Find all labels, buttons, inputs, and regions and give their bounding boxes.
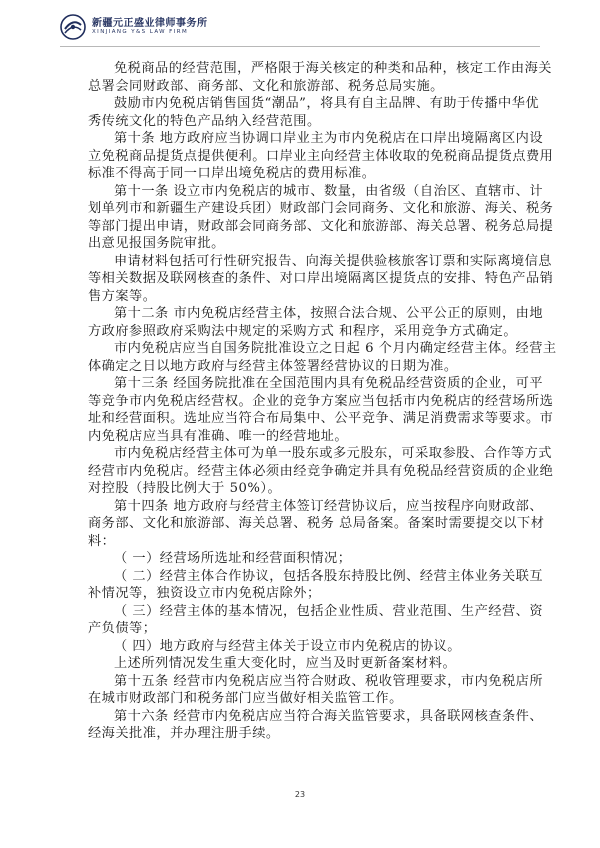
text-line: 上述所列情况发生重大变化时，应当及时更新备案材料。 [114,656,457,671]
list-item-line: （ 三）经营主体的基本情况，包括企业性质、营业范围、生产经营、资 [114,603,544,619]
text-line: 等部门提出申请，财政部会同商务部、文化和旅游部、海关总署、税务总局提 [88,218,554,234]
text-line: 产负债等； [88,621,157,636]
text-line: 经营市内免税店。经营主体必须由经竞争确定并具有免税品经营资质的企业绝 [88,463,554,479]
text-line: 市内免税店应当自国务院批准设立之日起 6 个月内确定经营主体。经营主 [114,341,557,356]
article-16-line: 第十六条 经营市内免税店应当符合海关监管要求，具备联网核查条件、 [114,708,544,724]
list-item-line: （ 四）地方政府与经营主体关于设立市内免税店的协议。 [114,638,461,654]
text-line: 对控股（持股比例大于 50%）。 [88,481,282,496]
article-13-line: 第十三条 经国务院批准在全国范围内具有免税品经营资质的企业，可平 [114,376,544,391]
text-line: 划单列市和新疆生产建设兵团）财政部门会同商务、文化和旅游、海关、税务 [88,201,554,216]
article-15-line: 第十五条 经营市内免税店应当符合财政、税收管理要求，市内免税店所 [114,673,544,689]
text-line: 出意见报国务院审批。 [88,236,225,251]
article-11-line: 第十一条 设立市内免税店的城市、数量，由省级（自治区、直辖市、计 [114,183,544,199]
page-number: 23 [294,790,306,799]
text-line: 市内免税店经营主体可为单一股东或多元股东，可采取参股、合作等方式 [114,446,552,461]
text-line: 料： [88,533,116,549]
article-12-line: 第十二条 市内免税店经营主体，按照合法合规、公平公正的原则，由地 [114,306,544,321]
text-line: 标准不得高于同一口岸出境免税店的费用标准。 [88,166,376,181]
document-body [88,60,557,743]
article-14-line: 第十四条 地方政府与经营主体签订经营协议后，应当按程序向财政部、 [114,498,544,514]
text-line: 商务部、文化和旅游部、海关总署、税务 总局备案。备案时需要提交以下材 [88,516,545,531]
list-item-line: （ 一）经营场所选址和经营面积情况； [114,551,352,566]
firm-name-cn: 新疆元正盛业律师事务所 [92,18,208,29]
text-line: 申请材料包括可行性研究报告、向海关提供验核旅客订票和实际离境信息 [114,253,552,269]
firm-name-en: XINJIANG Y&S LAW FIRM [92,29,189,35]
text-line: 售方案等。 [88,288,157,304]
article-10-line: 第十条 地方政府应当协调口岸业主为市内免税店在口岸出境隔离区内设 [114,131,544,146]
text-line: 等相关数据及联网核查的条件、对口岸出境隔离区提货点的安排、特色产品销 [88,271,554,286]
text-line: 鼓励市内免税店销售国货“潮品”，将具有自主品牌、有助于传播中华优 [114,96,540,111]
law-firm-logo-icon [60,14,86,40]
text-line: 立免税商品提货点提供便利。口岸业主向经营主体收取的免税商品提货点费用 [88,148,554,164]
text-line: 方政府参照政府采购法中规定的采购方式 和程序，采用竞争方式确定。 [88,323,518,339]
text-line: 免税商品的经营范围，严格限于海关核定的种类和品种，核定工作由海关 [114,61,552,76]
text-line: 等竞争市内免税店经营权。企业的竞争方案应当包括市内免税店的经营场所选 [88,393,554,409]
list-item-line: （ 二）经营主体合作协议，包括各股东持股比例、经营主体业务关联互 [114,568,544,584]
text-line: 总署会同财政部、商务部、文化和旅游部、税务总局实施。 [88,78,444,94]
header-divider [60,46,540,47]
text-line: 体确定之日以地方政府与经营主体签署经营协议的日期为准。 [88,358,458,374]
page-header [60,12,540,42]
text-line: 内免税店应当具有准确、唯一的经营地址。 [88,428,349,444]
text-line: 在城市财政部门和税务部门应当做好相关监管工作。 [88,691,403,706]
text-line: 经海关批准，并办理注册手续。 [88,726,280,741]
text-line: 址和经营面积。选址应当符合布局集中、公平竞争、满足消费需求等要求。市 [88,411,554,426]
text-line: 补情况等，独资设立市内免税店除外； [88,586,321,601]
text-line: 秀传统文化的特色产品纳入经营范围。 [88,113,321,129]
